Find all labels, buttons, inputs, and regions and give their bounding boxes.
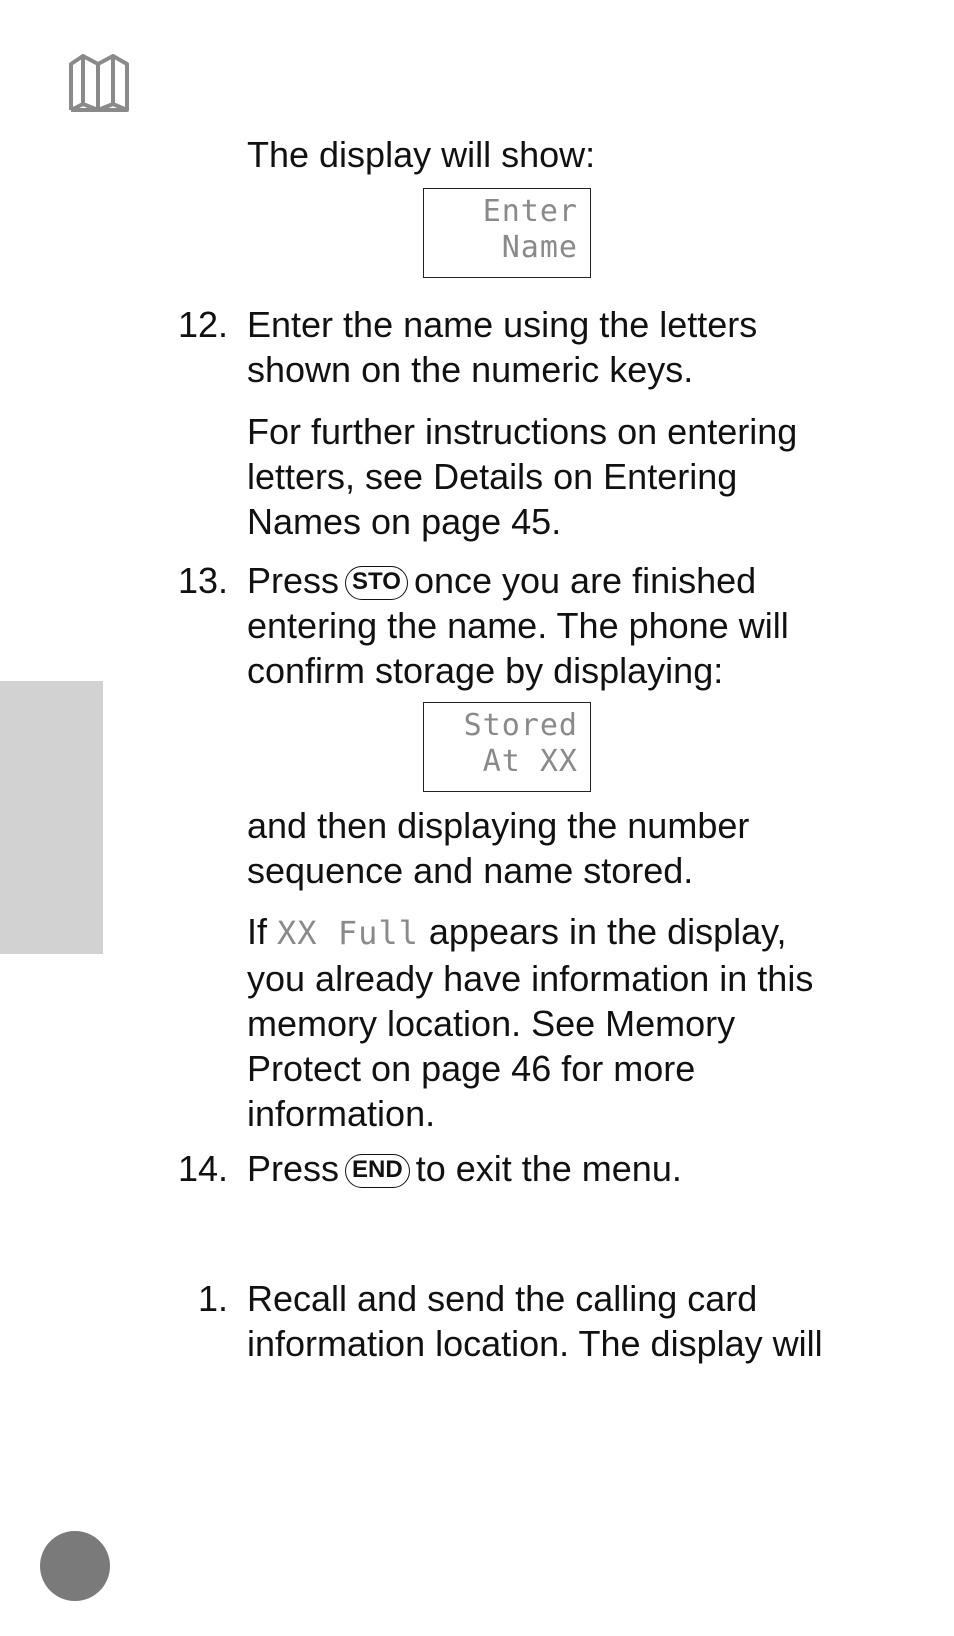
text-line: you already have information in this	[247, 958, 814, 999]
text-line: entering the name. The phone will	[247, 605, 789, 646]
text-segment: Press	[247, 560, 340, 601]
step-14-text	[247, 1146, 682, 1191]
step-12-text	[247, 302, 757, 392]
lcd-line: Name	[501, 230, 578, 265]
text-line: confirm storage by displaying:	[247, 650, 724, 691]
section-side-tab	[0, 681, 103, 954]
text-line: and then displaying the number	[247, 805, 750, 846]
lcd-stored	[423, 702, 591, 792]
memory-full-note	[247, 909, 813, 1136]
step-12-note	[247, 409, 797, 544]
text-line: information location. The display will	[247, 1323, 823, 1364]
step-number: 12.	[177, 304, 228, 345]
text-line: For further instructions on entering	[247, 411, 798, 452]
text-segment: to exit the menu.	[415, 1148, 682, 1189]
text-line: Names on page 45.	[247, 501, 562, 542]
lcd-line: Stored	[463, 708, 578, 743]
step-1-text	[247, 1276, 823, 1366]
text-segment: If	[247, 911, 268, 952]
lcd-line: Enter	[482, 194, 578, 229]
text-segment: once you are finished	[413, 560, 757, 601]
text-segment: appears in the display,	[428, 911, 787, 952]
text-line: Recall and send the calling card	[247, 1278, 758, 1319]
text-line: memory location. See Memory	[247, 1003, 736, 1044]
text-line: sequence and name stored.	[247, 850, 694, 891]
text-line: Protect on page 46 for more	[247, 1048, 696, 1089]
step-number: 13.	[177, 560, 228, 601]
page-indicator-dot	[40, 1531, 110, 1601]
step-13-text	[247, 558, 789, 693]
intro-text: The display will show:	[247, 134, 596, 175]
text-line: information.	[247, 1093, 436, 1134]
after-13-text	[247, 803, 749, 893]
text-line: shown on the numeric keys.	[247, 349, 694, 390]
sto-key: STO	[345, 566, 408, 600]
text-segment: Press	[247, 1148, 340, 1189]
lcd-line: At XX	[482, 744, 578, 779]
text-line: Enter the name using the letters	[247, 304, 758, 345]
step-number: 1.	[197, 1278, 228, 1319]
step-number: 14.	[177, 1148, 228, 1189]
map-icon	[68, 54, 130, 114]
lcd-enter-name	[423, 188, 591, 278]
end-key: END	[345, 1154, 410, 1188]
lcd-inline-full: XX Full	[277, 914, 419, 952]
text-line: letters, see Details on Entering	[247, 456, 738, 497]
